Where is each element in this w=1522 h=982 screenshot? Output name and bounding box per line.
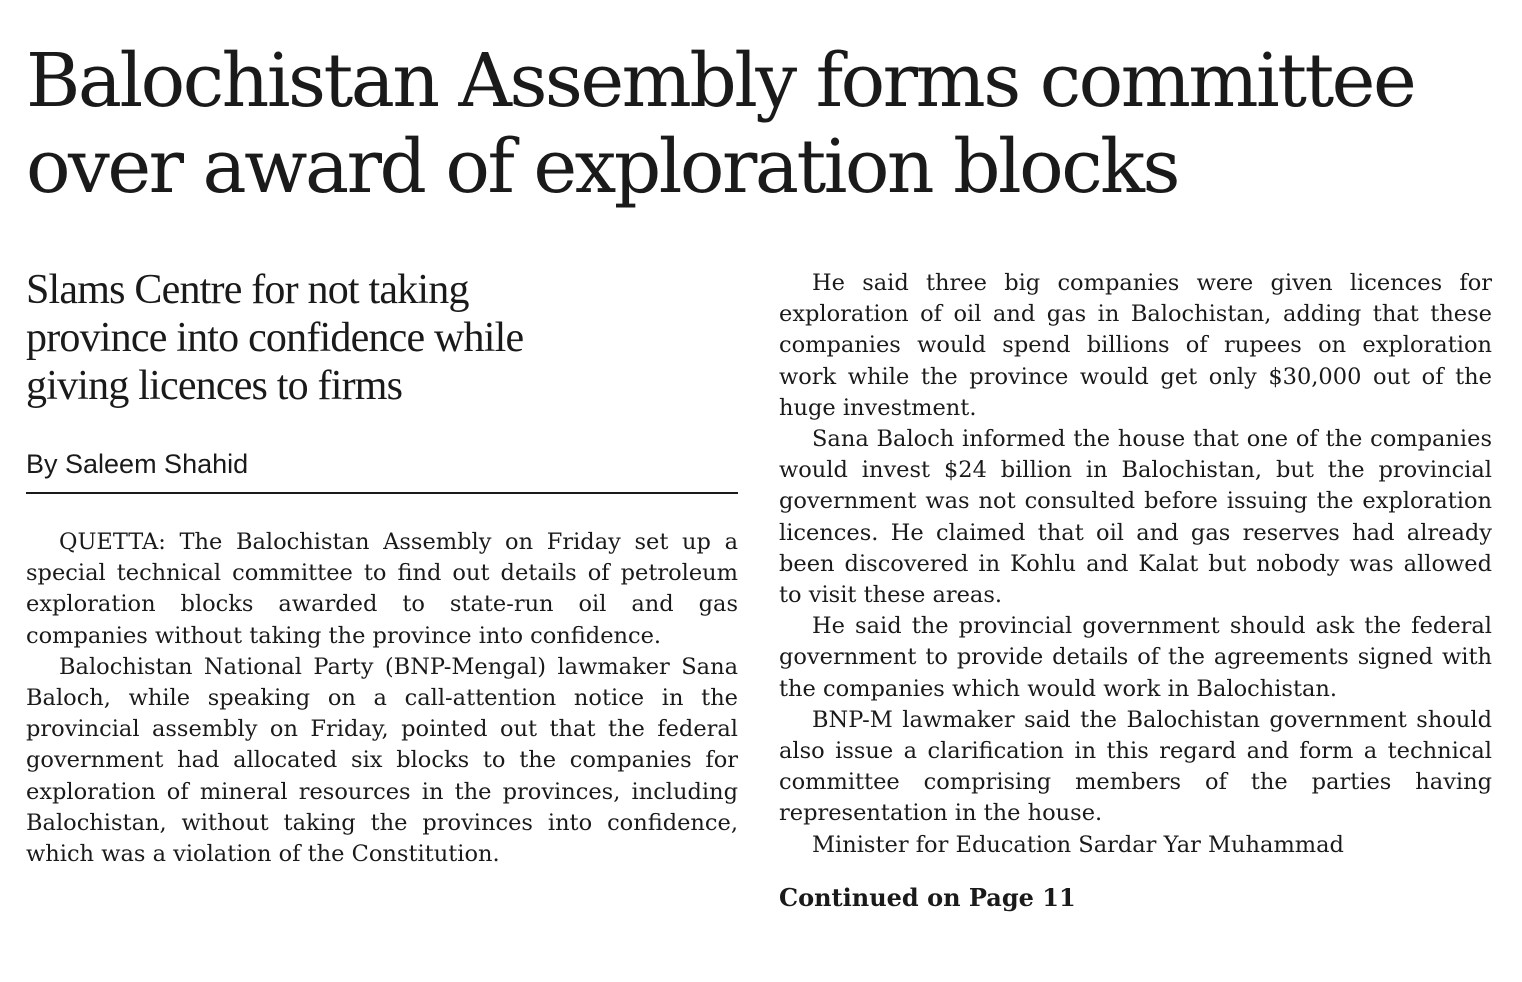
paragraph: BNP-M lawmaker said the Balochistan government should also issue a clarification in this regard and form a technical committee comprising members of the parties having representation in the house. (779, 706, 1492, 827)
left-column-body (26, 527, 738, 870)
continued-on-page-link[interactable]: Continued on Page 11 (779, 882, 1076, 912)
left-column (26, 266, 738, 870)
article-headline (26, 38, 1506, 210)
right-column (779, 268, 1492, 913)
paragraph: Minister for Education Sardar Yar Muhammad (812, 831, 1344, 858)
subheadline-line-3: giving licences to firms (26, 363, 403, 409)
paragraph: He said three big companies were given licences for exploration of oil and gas in Balochistan, adding that these companies would spend billions of rupees on exploration work while the province would get only $30,000 out of the huge investment. (779, 270, 1492, 421)
article-subheadline (26, 266, 738, 410)
byline: By Saleem Shahid (26, 448, 738, 494)
paragraph: Balochistan National Party (BNP-Mengal) lawmaker Sana Baloch, while speaking on a call-attention notice in the provincial assembly on Friday, pointed out that the federal government had allocated six blocks to the companies for exploration of mineral resources in the provinces, including Balochistan, without taking the provinces into confidence, which was a violation of the Constitution. (26, 653, 738, 868)
right-column-body (779, 268, 1492, 861)
headline-line-2: over award of exploration blocks (26, 124, 1178, 210)
subheadline-line-2: province into confidence while (26, 315, 524, 361)
paragraph: He said the provincial government should ask the federal government to provide details of the agreements signed with the companies which would work in Balochistan. (779, 613, 1492, 702)
paragraph: QUETTA: The Balochistan Assembly on Friday set up a special technical committee to find out details of petroleum exploration blocks awarded to state-run oil and gas companies without taking the province into confidence. (26, 529, 738, 649)
paragraph: Sana Baloch informed the house that one of the companies would invest $24 billion in Balochistan, but the provincial government was not consulted before issuing the exploration licences. He claimed that oil and gas reserves had already been discovered in Kohlu and Kalat but nobody was allowed to visit these areas. (779, 426, 1492, 609)
headline-line-1: Balochistan Assembly forms committee (26, 38, 1415, 124)
subheadline-line-1: Slams Centre for not taking (26, 267, 469, 313)
